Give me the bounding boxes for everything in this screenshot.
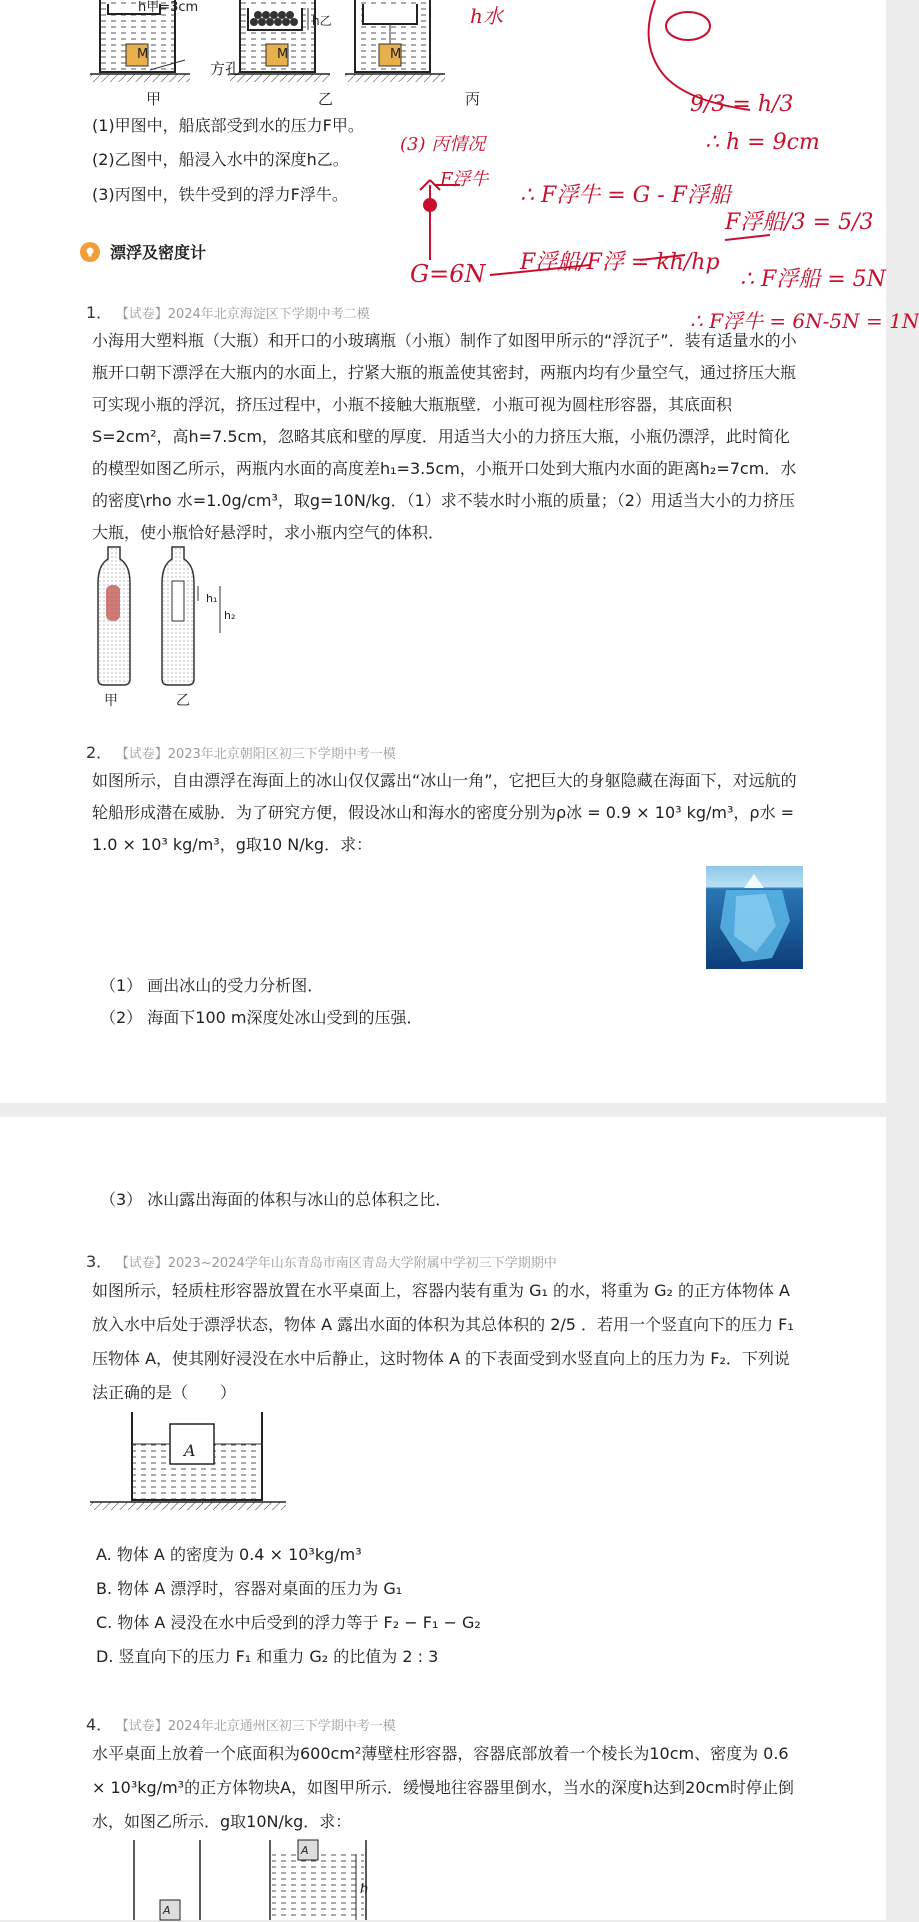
- q2-source: 【试卷】2023年北京朝阳区初三下学期中考一模: [122, 747, 396, 762]
- block-label-jia: M: [137, 47, 149, 62]
- q4-block-label-yi: A: [301, 1844, 309, 1857]
- hw-eq-sum: ∴ F浮牛 = G - F浮船: [520, 183, 731, 208]
- handwriting-strokes: [420, 0, 886, 345]
- q2-sub2: （2） 海面下100 m深度处冰山受到的压强．: [100, 1008, 423, 1027]
- hw-eq1: 9/3 = h/3: [690, 92, 794, 117]
- document-page-2: [0, 1117, 886, 1920]
- section-header: [80, 240, 206, 263]
- q1-number: 1．: [86, 303, 113, 322]
- fig-label-bing: 丙: [465, 90, 481, 108]
- hole-label: 方孔: [210, 60, 241, 78]
- q4-source: 【试卷】2024年北京通州区初三下学期中考一模: [122, 1719, 396, 1734]
- hw-ratio2: F浮船/3 = 5/3: [725, 210, 874, 235]
- block-label-yi: M: [277, 47, 289, 62]
- iceberg-image: [706, 866, 803, 969]
- hw-f-niu: F浮牛: [440, 169, 489, 190]
- fig-label-jia: 甲: [146, 90, 162, 108]
- q3-block-label: A: [184, 1441, 196, 1460]
- h-yi-label: h乙: [312, 14, 332, 28]
- bottle-label-yi: 乙: [176, 693, 190, 709]
- block-label-bing: M: [390, 47, 402, 62]
- container-figure-q3: [90, 1412, 290, 1512]
- q3-number: 3．: [86, 1252, 113, 1271]
- q3-choice-b[interactable]: B. 物体 A 漂浮时，容器对桌面的压力为 G₁: [96, 1579, 403, 1598]
- fig-label-yi: 乙: [318, 90, 334, 108]
- hw-res3: ∴ F浮牛 = 6N-5N = 1N: [690, 309, 919, 333]
- hw-ratio: F浮船/F浮 = kh/hp: [520, 250, 720, 275]
- q2-number: 2．: [86, 743, 113, 762]
- lightbulb-icon: [80, 242, 100, 262]
- q3-choice-c[interactable]: C. 物体 A 浸没在水中后受到的浮力等于 F₂ − F₁ − G₂: [96, 1613, 481, 1632]
- section-title: 漂浮及密度计: [110, 243, 207, 262]
- q3-choice-d[interactable]: D. 竖直向下的压力 F₁ 和重力 G₂ 的比值为 2 : 3: [96, 1647, 439, 1666]
- q1-source: 【试卷】2024年北京海淀区下学期中考二模: [122, 307, 370, 322]
- hw-h-water: h水: [470, 4, 503, 28]
- q3-source: 【试卷】2023~2024学年山东青岛市南区青岛大学附属中学初三下学期期中: [122, 1256, 557, 1271]
- q2-text: 如图所示，自由漂浮在海面上的冰山仅仅露出“冰山一角”，它把巨大的身躯隐藏在海面下，对远航的轮船形成潜在威胁．为了研究方便，假设冰山和海水的密度分别为ρ冰 = 0.9 × 10³ kg/m³，ρ水 = 1.0 × 10³ kg/m³，g取10 N/kg．求：: [92, 771, 797, 854]
- prev-question-3: (3)丙图中，铁牛受到的浮力F浮牛。: [92, 185, 348, 204]
- q4-number: 4．: [86, 1715, 113, 1734]
- hw-result1: ∴ h = 9cm: [705, 130, 820, 155]
- h1-label: h₁: [206, 592, 218, 605]
- hw-res2: ∴ F浮船 = 5N: [740, 267, 886, 292]
- q3-choice-a[interactable]: A. 物体 A 的密度为 0.4 × 10³kg/m³: [96, 1545, 362, 1564]
- q2-sub1: （1） 画出冰山的受力分析图．: [100, 976, 324, 995]
- prev-question-1: (1)甲图中，船底部受到水的压力F甲。: [92, 116, 364, 135]
- bottle-figure: [90, 543, 240, 688]
- q1-header: [86, 300, 370, 323]
- q4-h-label: h: [360, 1882, 369, 1897]
- h2-label: h₂: [224, 609, 236, 622]
- q4-block-label-jia: A: [163, 1904, 171, 1917]
- q2-header: [86, 740, 396, 763]
- q3-text: 如图所示，轻质柱形容器放置在水平桌面上，容器内装有重为 G₁ 的水，将重为 G₂ 的正方体物体 A 放入水中后处于漂浮状态，物体 A 露出水面的体积为其总体积的 2/5 ．若用一个竖直向下的压力 F₁ 压物体 A，使其刚好浸没在水中后静止，这时物体 A 的下表面受到水竖直向上的压力为 F₂．下列说法正确的是（ ）: [92, 1281, 794, 1402]
- bottle-label-jia: 甲: [104, 693, 118, 709]
- q1-text: 小海用大塑料瓶（大瓶）和开口的小玻璃瓶（小瓶）制作了如图甲所示的“浮沉子”．装有适量水的小瓶开口朝下漂浮在大瓶内的水面上，拧紧大瓶的瓶盖使其密封，两瓶内均有少量空气，通过挤压大瓶可实现小瓶的浮沉，挤压过程中，小瓶不接触大瓶瓶壁．小瓶可视为圆柱形容器，其底面积S=2cm²，高h=7.5cm，忽略其底和壁的厚度．用适当大小的力挤压大瓶，小瓶仍漂浮，此时简化的模型如图乙所示，两瓶内水面的高度差h₁=3.5cm，小瓶开口处到大瓶内水面的距离h₂=7cm．水的密度\rho 水=1.0g/cm³，取g=10N/kg．（1）求不装水时小瓶的质量；（2）用适当大小的力挤压大瓶，使小瓶恰好悬浮时，求小瓶内空气的体积．: [92, 331, 797, 542]
- q4-text: 水平桌面上放着一个底面积为600cm²薄壁柱形容器，容器底部放着一个棱长为10cm、密度为 0.6 × 10³kg/m³的正方体物块A，如图甲所示．缓慢地往容器里倒水，当水的深度h达到20cm时停止倒水，如图乙所示．g取10N/kg．求：: [92, 1744, 794, 1831]
- hw-g: G=6N: [410, 260, 486, 288]
- hw-case3: (3) 丙情况: [400, 134, 486, 155]
- q2-sub3: （3） 冰山露出海面的体积与冰山的总体积之比．: [100, 1190, 452, 1209]
- prev-question-2: (2)乙图中，船浸入水中的深度h乙。: [92, 150, 349, 169]
- q4-header: [86, 1712, 396, 1735]
- q3-header: [86, 1249, 557, 1272]
- h-jia-label: h甲=3cm: [138, 0, 199, 15]
